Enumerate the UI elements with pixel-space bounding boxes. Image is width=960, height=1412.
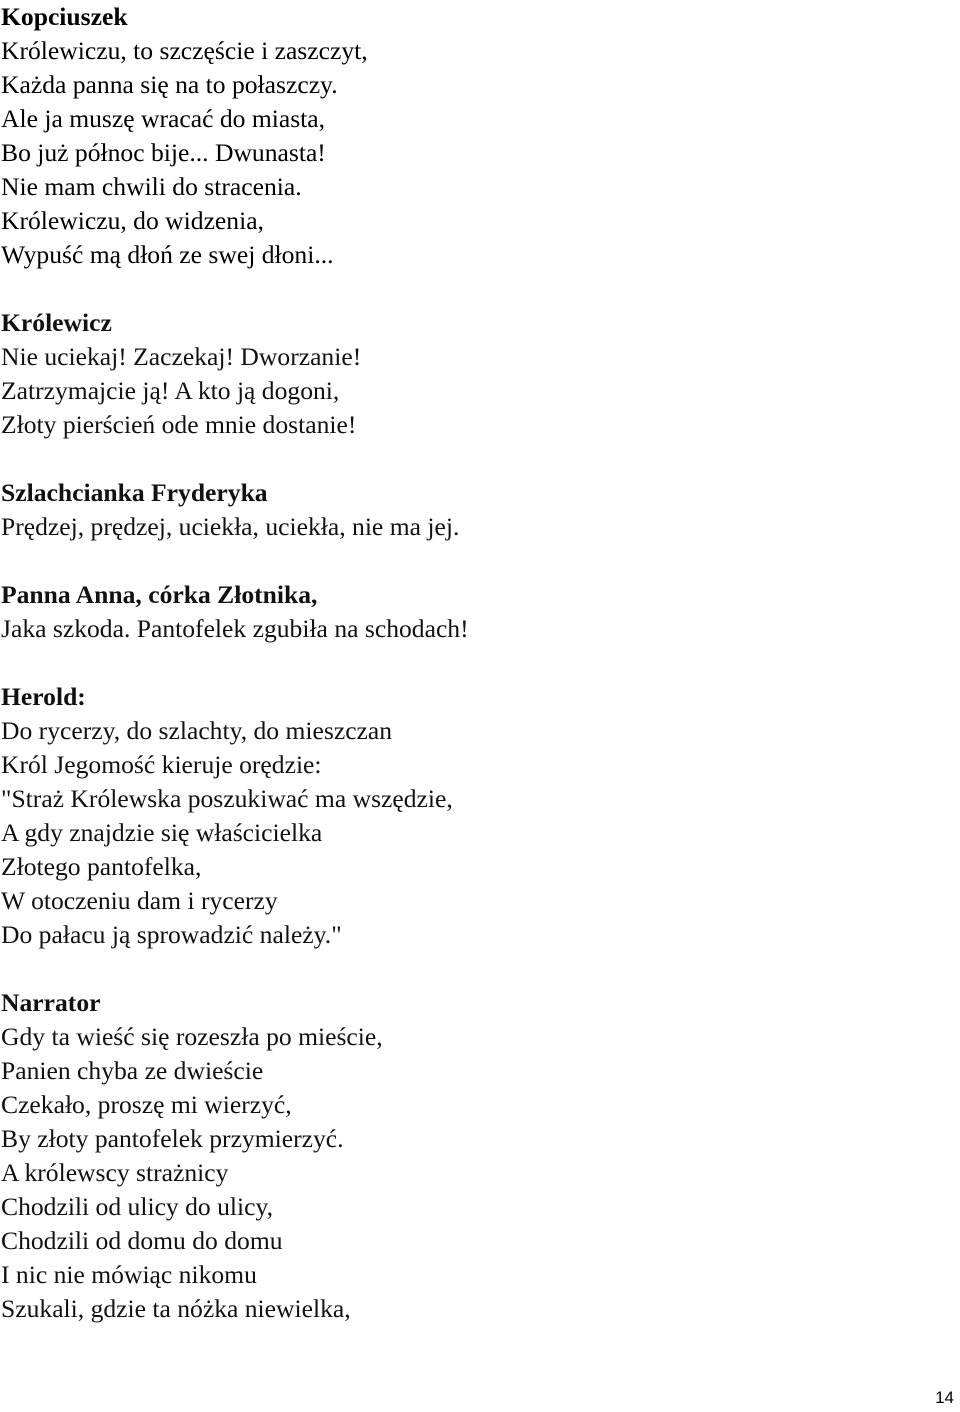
verse-line: By złoty pantofelek przymierzyć.	[1, 1124, 344, 1153]
speaker-name: Kopciuszek	[1, 2, 128, 31]
stanza-narrator	[1, 986, 951, 1326]
stanza-kopciuszek	[1, 0, 951, 272]
speaker-name: Narrator	[1, 988, 101, 1017]
verse-line: I nic nie mówiąc nikomu	[1, 1260, 257, 1289]
speaker-name: Szlachcianka Fryderyka	[1, 478, 268, 507]
verse-line: Ale ja muszę wracać do miasta,	[1, 104, 326, 133]
speaker-name: Panna Anna, córka Złotnika,	[1, 580, 318, 609]
document-body	[1, 0, 951, 1360]
verse-line: Bo już północ bije... Dwunasta!	[1, 138, 326, 167]
verse-line: Królewiczu, do widzenia,	[1, 206, 264, 235]
stanza-panna-anna	[1, 578, 951, 646]
verse-line: Nie uciekaj! Zaczekaj! Dworzanie!	[1, 342, 362, 371]
verse-line: Złoty pierścień ode mnie dostanie!	[1, 410, 357, 439]
verse-line: Królewiczu, to szczęście i zaszczyt,	[1, 36, 368, 65]
verse-line: Prędzej, prędzej, uciekła, uciekła, nie ma jej.	[1, 512, 460, 541]
stanza-szlachcianka-fryderyka	[1, 476, 951, 544]
speaker-name: Królewicz	[1, 308, 112, 337]
verse-line: Król Jegomość kieruje orędzie:	[1, 750, 322, 779]
verse-line: Jaka szkoda. Pantofelek zgubiła na schodach!	[1, 614, 469, 643]
verse-line: Czekało, proszę mi wierzyć,	[1, 1090, 292, 1119]
verse-line: Chodzili od ulicy do ulicy,	[1, 1192, 274, 1221]
verse-line: Nie mam chwili do stracenia.	[1, 172, 302, 201]
verse-line: Każda panna się na to połaszczy.	[1, 70, 338, 99]
verse-line: A królewscy strażnicy	[1, 1158, 229, 1187]
verse-line: Wypuść mą dłoń ze swej dłoni...	[1, 240, 334, 269]
speaker-name: Herold:	[1, 682, 86, 711]
stanza-herold	[1, 680, 951, 952]
verse-line: Zatrzymajcie ją! A kto ją dogoni,	[1, 376, 340, 405]
verse-line: Panien chyba ze dwieście	[1, 1056, 264, 1085]
page-number: 14	[935, 1388, 954, 1407]
verse-line: "Straż Królewska poszukiwać ma wszędzie,	[1, 784, 453, 813]
verse-line: Gdy ta wieść się rozeszła po mieście,	[1, 1022, 383, 1051]
verse-line: Szukali, gdzie ta nóżka niewielka,	[1, 1294, 351, 1323]
verse-line: A gdy znajdzie się właścicielka	[1, 818, 323, 847]
verse-line: Złotego pantofelka,	[1, 852, 202, 881]
verse-line: W otoczeniu dam i rycerzy	[1, 886, 278, 915]
verse-line: Do rycerzy, do szlachty, do mieszczan	[1, 716, 393, 745]
verse-line: Do pałacu ją sprowadzić należy."	[1, 920, 342, 949]
verse-line: Chodzili od domu do domu	[1, 1226, 283, 1255]
stanza-krolewicz	[1, 306, 951, 442]
